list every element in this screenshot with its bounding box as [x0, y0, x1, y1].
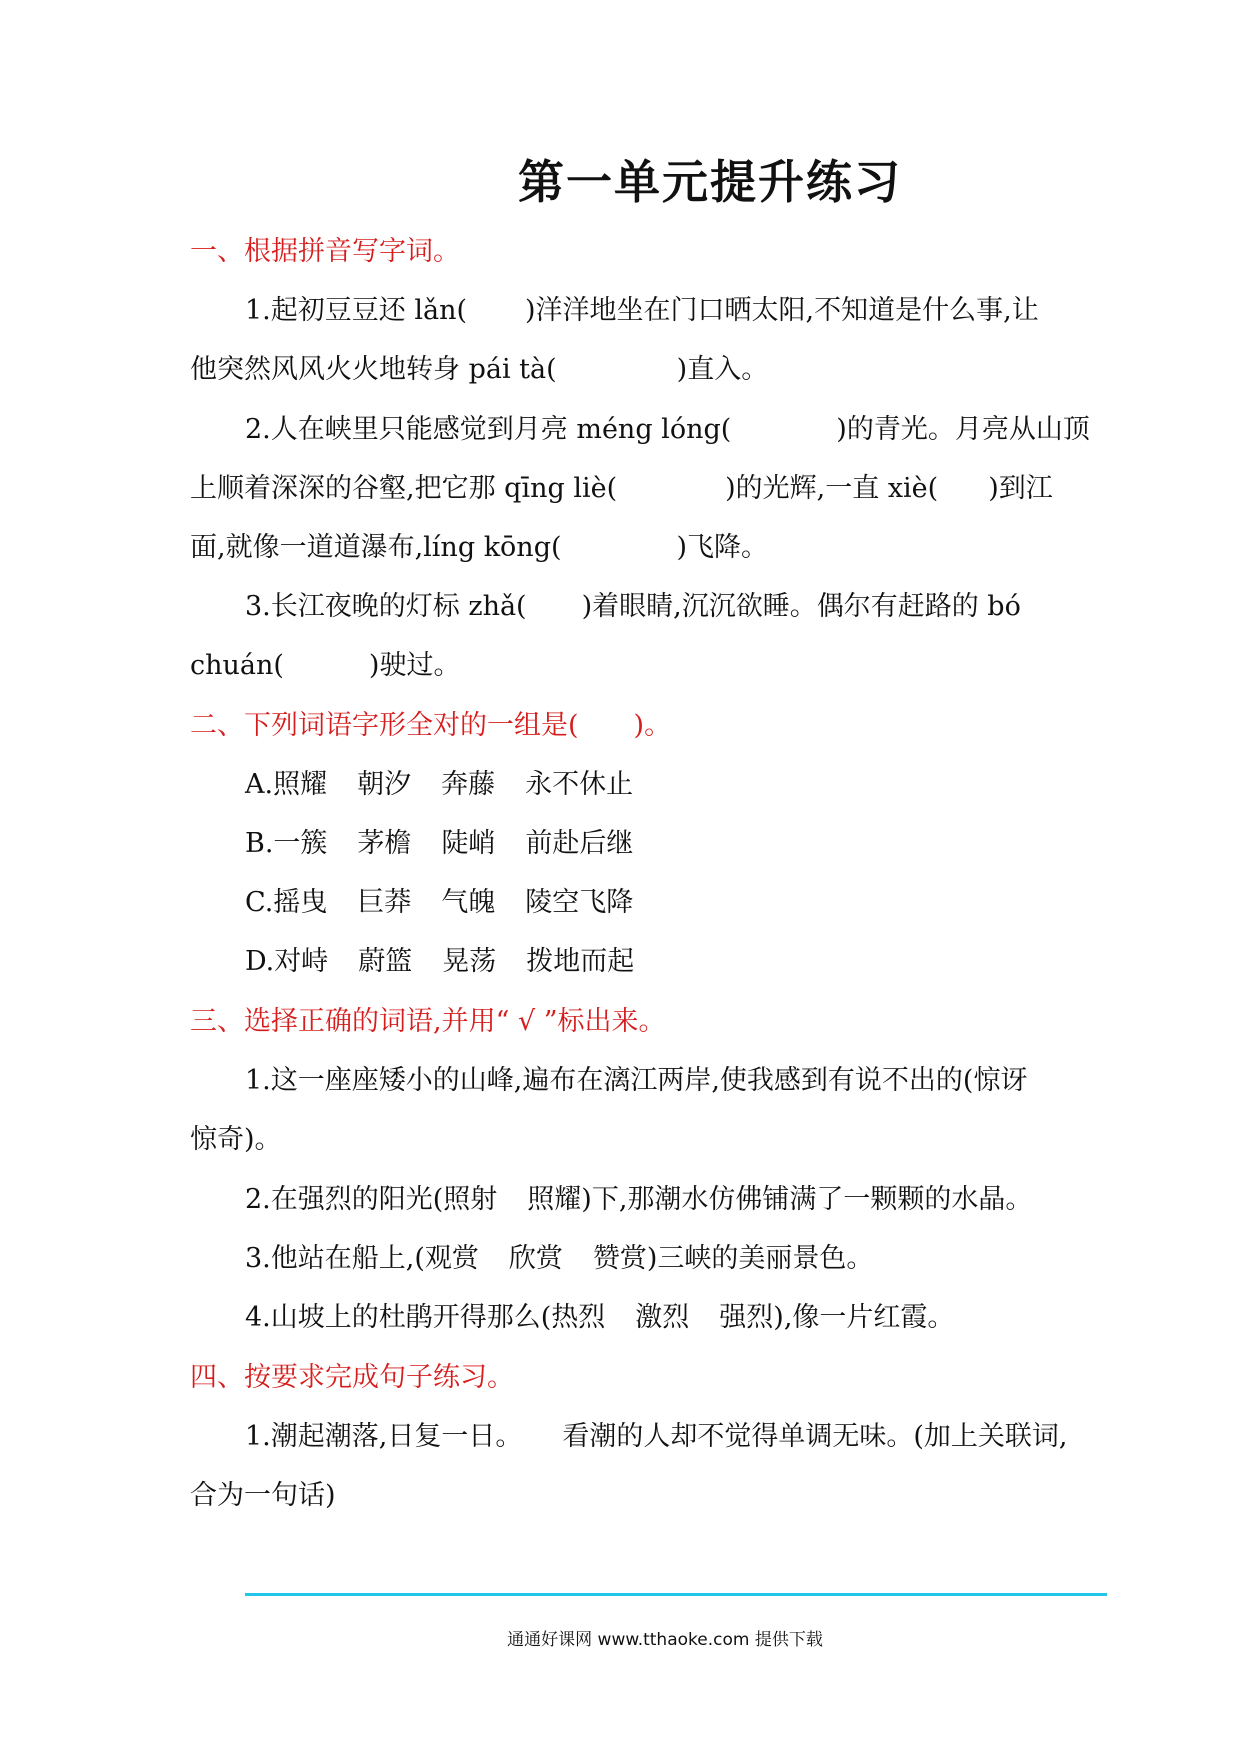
text: )。 — [633, 710, 672, 741]
text: 二、下列词语字形全对的一组是( — [190, 710, 579, 741]
s1-q2-line2 — [190, 469, 1140, 509]
word: A.照耀 — [245, 769, 328, 800]
s3-q3 — [245, 1239, 1195, 1279]
text: 1.起初豆豆还 lǎn( — [245, 295, 467, 326]
choice[interactable]: 4.山坡上的杜鹃开得那么(热烈 — [245, 1302, 606, 1333]
s1-q3-line2 — [190, 646, 1140, 686]
word: 晃荡 — [442, 946, 497, 977]
choice[interactable]: 赞赏)三峡的美丽景色。 — [592, 1243, 874, 1274]
s1-q3-line1 — [245, 587, 1195, 627]
word: 陡峭 — [441, 828, 496, 859]
choice[interactable]: 激烈 — [635, 1302, 690, 1333]
word: D.对峙 — [245, 946, 329, 977]
s4-q1-line2: 合为一句话) — [190, 1480, 336, 1511]
s4-q1-line1 — [245, 1417, 1195, 1457]
s3-q1-line1: 1.这一座座矮小的山峰,遍布在漓江两岸,使我感到有说不出的(惊讶 — [245, 1065, 1028, 1096]
text: )驶过。 — [368, 650, 461, 681]
text: 他突然风风火火地转身 pái tà( — [190, 354, 557, 385]
word: 朝汐 — [357, 769, 412, 800]
word: 奔藤 — [441, 769, 496, 800]
section-1-heading: 一、根据拼音写字词。 — [190, 236, 460, 267]
footer-text: 通通好课网 www.tthaoke.com 提供下载 — [507, 1630, 823, 1650]
text: 3.长江夜晚的灯标 zhǎ( — [245, 591, 527, 622]
word: C.摇曳 — [245, 887, 328, 918]
s1-q1-line2 — [190, 350, 1140, 390]
text: 上顺着深深的谷壑,把它那 qīng liè( — [190, 473, 618, 504]
option-c — [245, 883, 1195, 923]
option-b — [245, 824, 1195, 864]
text: 1.潮起潮落,日复一日。 — [245, 1421, 523, 1452]
s3-q2 — [245, 1180, 1195, 1220]
option-a — [245, 765, 1195, 805]
text: )直入。 — [676, 354, 769, 385]
word: 前赴后继 — [525, 828, 634, 859]
s1-q2-line3 — [190, 528, 1140, 568]
page-title: 第一单元提升练习 — [518, 155, 902, 209]
s3-q4 — [245, 1298, 1195, 1338]
text: 2.人在峡里只能感觉到月亮 méng lóng( — [245, 414, 732, 445]
s3-q1-line2: 惊奇)。 — [190, 1124, 282, 1155]
text: )飞降。 — [676, 532, 769, 563]
text: 看潮的人却不觉得单调无味。(加上关联词, — [562, 1421, 1068, 1452]
word: 拨地而起 — [526, 946, 635, 977]
footer-divider — [245, 1593, 1107, 1596]
text: )洋洋地坐在门口晒太阳,不知道是什么事,让 — [525, 295, 1039, 326]
section-2-heading — [190, 706, 1140, 746]
text: )着眼睛,沉沉欲睡。偶尔有赶路的 bó — [581, 591, 1021, 622]
option-d — [245, 942, 1195, 982]
choice[interactable]: 强烈),像一片红霞。 — [719, 1302, 955, 1333]
text: )到江 — [988, 473, 1053, 504]
word: 永不休止 — [525, 769, 634, 800]
choice[interactable]: 欣赏 — [508, 1243, 563, 1274]
section-3-heading: 三、选择正确的词语,并用“ √ ”标出来。 — [190, 1006, 666, 1037]
word: 气魄 — [441, 887, 496, 918]
word: 陵空飞降 — [525, 887, 634, 918]
choice[interactable]: 2.在强烈的阳光(照射 — [245, 1184, 498, 1215]
choice[interactable]: 3.他站在船上,(观赏 — [245, 1243, 479, 1274]
text: 面,就像一道道瀑布,líng kōng( — [190, 532, 562, 563]
choice[interactable]: 照耀)下,那潮水仿佛铺满了一颗颗的水晶。 — [527, 1184, 1033, 1215]
word: B.一簇 — [245, 828, 328, 859]
s1-q1-line1 — [245, 291, 1195, 331]
text: chuán( — [190, 650, 284, 681]
s1-q2-line1 — [245, 410, 1195, 450]
text: )的青光。月亮从山顶 — [836, 414, 1090, 445]
word: 茅檐 — [357, 828, 412, 859]
text: )的光辉,一直 xiè( — [725, 473, 939, 504]
word: 蔚篮 — [358, 946, 413, 977]
section-4-heading: 四、按要求完成句子练习。 — [190, 1362, 514, 1393]
word: 巨莽 — [357, 887, 412, 918]
